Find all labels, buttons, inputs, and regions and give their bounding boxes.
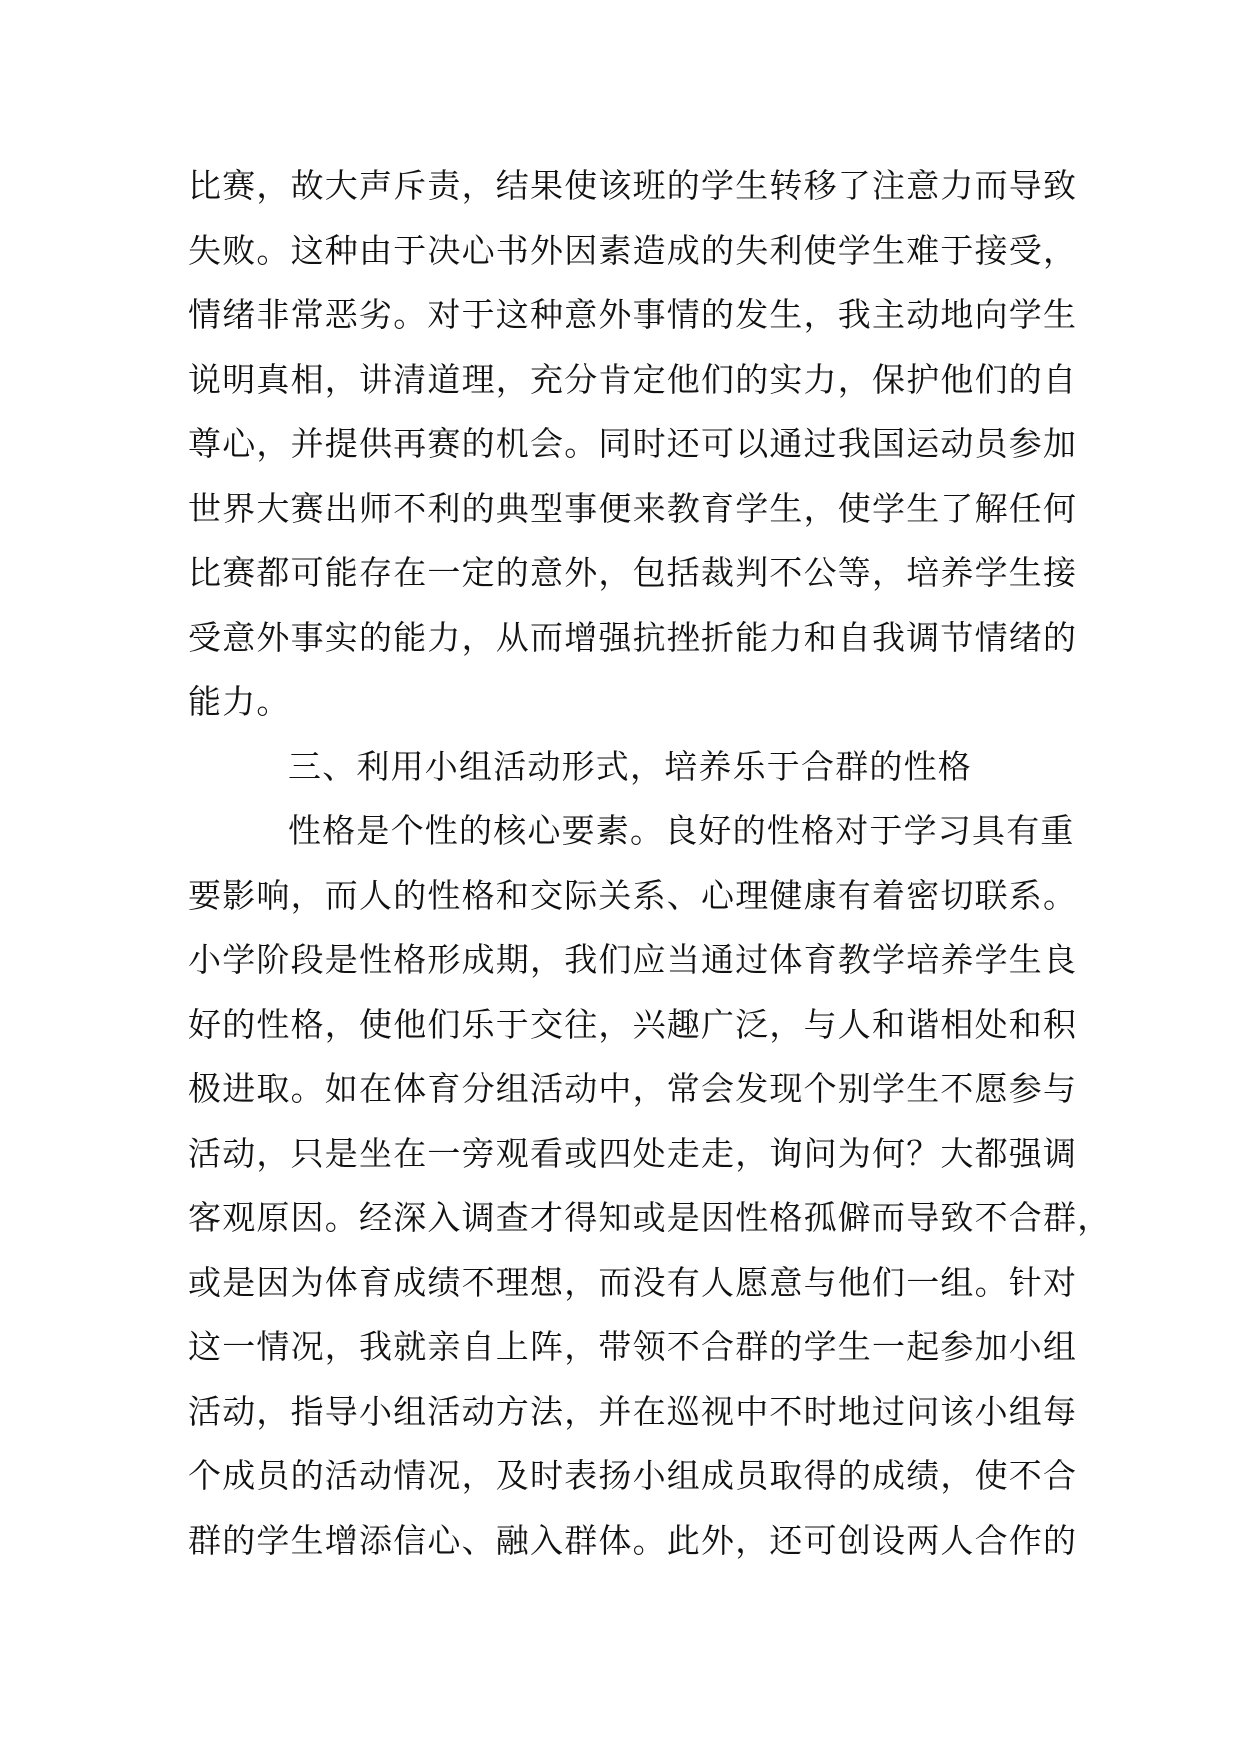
text-line: 能力。 — [188, 682, 291, 721]
text-line: 这一情况，我就亲自上阵，带领不合群的学生一起参加小组 — [188, 1327, 1078, 1366]
text-line: 说明真相，讲清道理，充分肯定他们的实力，保护他们的自 — [188, 359, 1078, 399]
text-line: 活动，只是坐在一旁观看或四处走走，询问为何？大都强调 — [188, 1133, 1078, 1173]
paragraph-first-line: 性格是个性的核心要素。良好的性格对于学习具有重 — [288, 811, 1075, 850]
text-line: 受意外事实的能力，从而增强抗挫折能力和自我调节情绪的 — [188, 617, 1078, 657]
text-line: 群的学生增添信心、融入群体。此外，还可创设两人合作的 — [188, 1520, 1078, 1560]
text-line: 要影响，而人的性格和交际关系、心理健康有着密切联系。 — [188, 875, 1078, 915]
text-line: 极进取。如在体育分组活动中，常会发现个别学生不愿参与 — [188, 1069, 1078, 1108]
body-text — [188, 154, 1112, 1573]
text-line: 个成员的活动情况，及时表扬小组成员取得的成绩，使不合 — [188, 1456, 1078, 1495]
text-line: 小学阶段是性格形成期，我们应当通过体育教学培养学生良 — [188, 940, 1078, 979]
text-line: 世界大赛出师不利的典型事便来教育学生，使学生了解任何 — [188, 488, 1078, 528]
text-line: 比赛都可能存在一定的意外，包括裁判不公等，培养学生接 — [188, 553, 1078, 592]
text-line: 或是因为体育成绩不理想，而没有人愿意与他们一组。针对 — [188, 1262, 1078, 1302]
section-heading: 三、利用小组活动形式，培养乐于合群的性格 — [288, 746, 972, 786]
text-line: 尊心，并提供再赛的机会。同时还可以通过我国运动员参加 — [188, 424, 1078, 463]
text-line: 客观原因。经深入调查才得知或是因性格孤僻而导致不合群， — [188, 1198, 1112, 1237]
text-line: 比赛，故大声斥责，结果使该班的学生转移了注意力而导致 — [188, 166, 1078, 205]
text-line: 情绪非常恶劣。对于这种意外事情的发生，我主动地向学生 — [188, 295, 1078, 334]
text-line: 失败。这种由于决心书外因素造成的失利使学生难于接受， — [188, 230, 1078, 270]
text-line: 好的性格，使他们乐于交往，兴趣广泛，与人和谐相处和积 — [188, 1004, 1078, 1044]
text-line: 活动，指导小组活动方法，并在巡视中不时地过问该小组每 — [188, 1391, 1078, 1431]
